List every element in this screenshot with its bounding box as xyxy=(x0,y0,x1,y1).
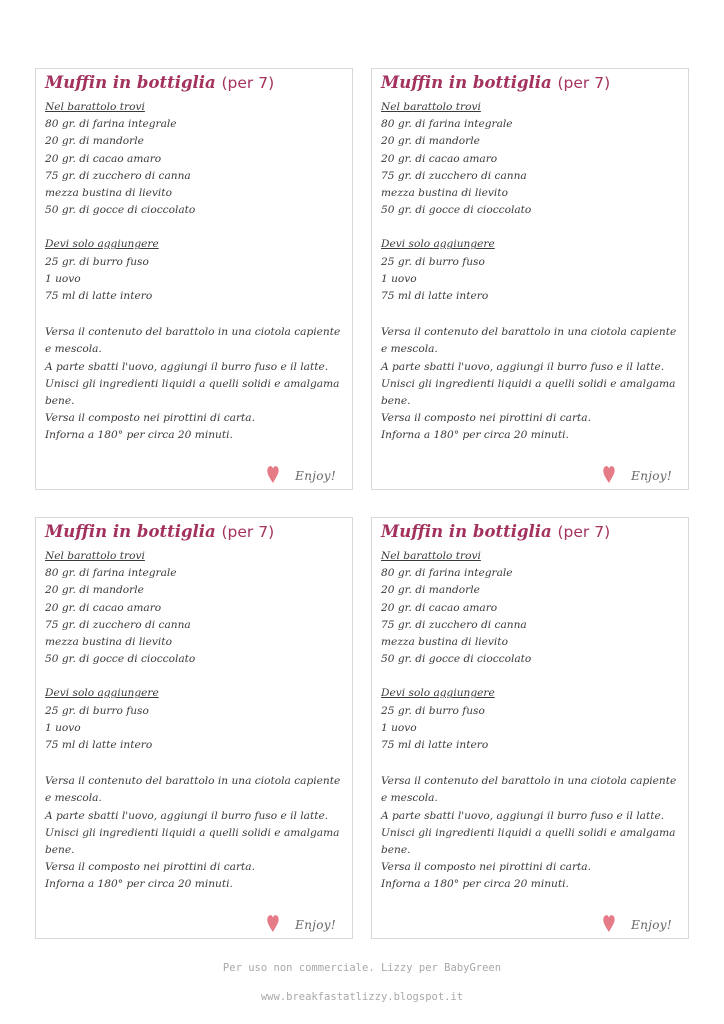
step: Unisci gli ingredienti liquidi a quelli solidi e amalgama bene. xyxy=(381,826,676,857)
recipe-body xyxy=(381,548,681,894)
enjoy-label: Enjoy! xyxy=(295,918,336,932)
jar-item: 20 gr. di cacao amaro xyxy=(381,152,498,165)
jar-item: 50 gr. di gocce di cioccolato xyxy=(381,204,532,217)
step: Versa il contenuto del barattolo in una ciotola capiente e mescola. xyxy=(381,326,677,356)
heart-icon xyxy=(602,911,616,933)
jar-item: 80 gr. di farina integrale xyxy=(45,118,177,131)
add-item: 25 gr. di burro fuso xyxy=(381,704,485,717)
jar-item: 20 gr. di mandorle xyxy=(381,135,480,148)
jar-item: 20 gr. di mandorle xyxy=(45,584,144,597)
step: Inforna a 180° per circa 20 minuti. xyxy=(45,429,233,442)
add-item: 75 ml di latte intero xyxy=(381,739,489,752)
step: A parte sbatti l'uovo, aggiungi il burro fuso e il latte. xyxy=(381,809,665,822)
recipe-card-1 xyxy=(35,68,353,490)
heart-icon xyxy=(266,462,280,484)
recipe-title: Muffin in bottiglia (per 7) xyxy=(381,73,611,92)
recipe-card-3 xyxy=(35,517,353,939)
recipe-card-2 xyxy=(371,68,689,490)
enjoy-label: Enjoy! xyxy=(631,918,672,932)
step: A parte sbatti l'uovo, aggiungi il burro fuso e il latte. xyxy=(45,360,329,373)
jar-item: 20 gr. di cacao amaro xyxy=(381,601,498,614)
add-item: 1 uovo xyxy=(45,721,81,734)
recipe-body xyxy=(45,99,345,445)
jar-item: 75 gr. di zucchero di canna xyxy=(381,618,527,631)
add-item: 75 ml di latte intero xyxy=(45,290,153,303)
heart-icon xyxy=(602,462,616,484)
jar-item: 20 gr. di cacao amaro xyxy=(45,152,162,165)
footer-website: www.breakfastatlizzy.blogspot.it xyxy=(260,991,464,1003)
add-item: 1 uovo xyxy=(381,272,417,285)
step: Versa il contenuto del barattolo in una ciotola capiente e mescola. xyxy=(45,775,341,805)
recipe-title: Muffin in bottiglia (per 7) xyxy=(45,73,275,92)
step: Versa il contenuto del barattolo in una ciotola capiente e mescola. xyxy=(381,775,677,805)
jar-item: 20 gr. di mandorle xyxy=(381,584,480,597)
jar-item: 80 gr. di farina integrale xyxy=(381,118,513,131)
step: Versa il composto nei pirottini di carta. xyxy=(45,412,255,425)
jar-heading: Nel barattolo trovi xyxy=(381,550,481,562)
step: A parte sbatti l'uovo, aggiungi il burro fuso e il latte. xyxy=(45,809,329,822)
jar-item: mezza bustina di lievito xyxy=(45,636,172,649)
recipe-body xyxy=(45,548,345,894)
step: Versa il composto nei pirottini di carta. xyxy=(45,861,255,874)
jar-heading: Nel barattolo trovi xyxy=(381,101,481,113)
jar-heading: Nel barattolo trovi xyxy=(45,101,145,113)
jar-item: 75 gr. di zucchero di canna xyxy=(45,169,191,182)
step: Inforna a 180° per circa 20 minuti. xyxy=(381,878,569,891)
step: Unisci gli ingredienti liquidi a quelli solidi e amalgama bene. xyxy=(45,377,340,408)
add-item: 75 ml di latte intero xyxy=(45,739,153,752)
jar-item: 50 gr. di gocce di cioccolato xyxy=(45,653,196,666)
recipe-card-4 xyxy=(371,517,689,939)
step: Inforna a 180° per circa 20 minuti. xyxy=(45,878,233,891)
jar-item: 75 gr. di zucchero di canna xyxy=(45,618,191,631)
step: Versa il composto nei pirottini di carta. xyxy=(381,861,591,874)
jar-item: mezza bustina di lievito xyxy=(381,636,508,649)
enjoy-label: Enjoy! xyxy=(631,469,672,483)
step: A parte sbatti l'uovo, aggiungi il burro fuso e il latte. xyxy=(381,360,665,373)
jar-item: 20 gr. di mandorle xyxy=(45,135,144,148)
jar-item: 80 gr. di farina integrale xyxy=(45,567,177,580)
heart-icon xyxy=(266,911,280,933)
add-heading: Devi solo aggiungere xyxy=(381,238,495,251)
jar-item: 50 gr. di gocce di cioccolato xyxy=(45,204,196,217)
step: Unisci gli ingredienti liquidi a quelli solidi e amalgama bene. xyxy=(381,377,676,408)
add-item: 1 uovo xyxy=(381,721,417,734)
add-item: 75 ml di latte intero xyxy=(381,290,489,303)
enjoy-label: Enjoy! xyxy=(295,469,336,483)
jar-item: 80 gr. di farina integrale xyxy=(381,567,513,580)
jar-item: mezza bustina di lievito xyxy=(381,187,508,200)
step: Versa il contenuto del barattolo in una ciotola capiente e mescola. xyxy=(45,326,341,356)
step: Versa il composto nei pirottini di carta. xyxy=(381,412,591,425)
recipe-body xyxy=(381,99,681,445)
add-heading: Devi solo aggiungere xyxy=(45,238,159,251)
footer-notice: Per uso non commerciale. Lizzy per BabyGreen xyxy=(222,962,502,974)
add-item: 25 gr. di burro fuso xyxy=(45,704,149,717)
jar-heading: Nel barattolo trovi xyxy=(45,550,145,562)
step: Inforna a 180° per circa 20 minuti. xyxy=(381,429,569,442)
jar-item: 50 gr. di gocce di cioccolato xyxy=(381,653,532,666)
add-heading: Devi solo aggiungere xyxy=(381,687,495,700)
jar-item: 20 gr. di cacao amaro xyxy=(45,601,162,614)
jar-item: mezza bustina di lievito xyxy=(45,187,172,200)
add-item: 25 gr. di burro fuso xyxy=(45,255,149,268)
recipe-title: Muffin in bottiglia (per 7) xyxy=(381,522,611,541)
recipe-title: Muffin in bottiglia (per 7) xyxy=(45,522,275,541)
add-item: 1 uovo xyxy=(45,272,81,285)
add-item: 25 gr. di burro fuso xyxy=(381,255,485,268)
step: Unisci gli ingredienti liquidi a quelli solidi e amalgama bene. xyxy=(45,826,340,857)
jar-item: 75 gr. di zucchero di canna xyxy=(381,169,527,182)
add-heading: Devi solo aggiungere xyxy=(45,687,159,700)
